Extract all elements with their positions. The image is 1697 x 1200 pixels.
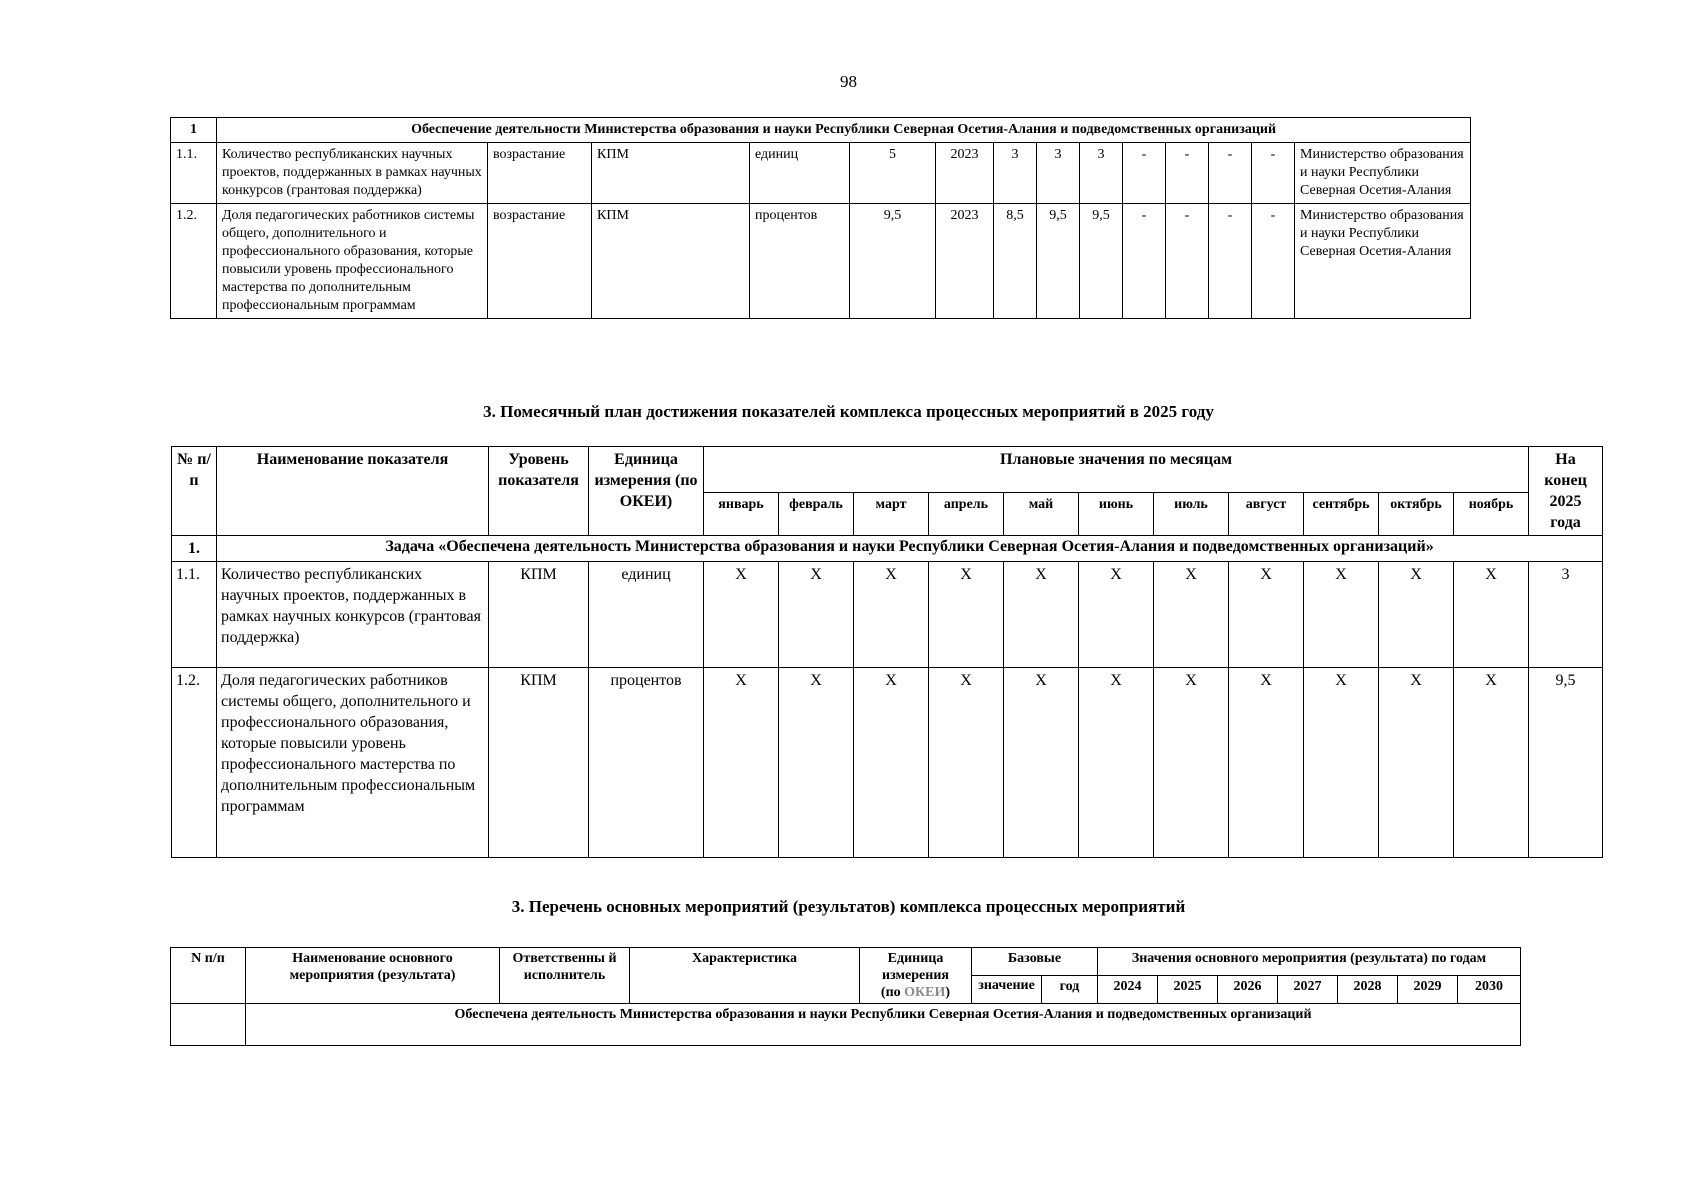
section-title-monthly-plan: 3. Помесячный план достижения показателей комплекса процессных мероприятий в 2025 году [483,402,1214,421]
measures-table [170,947,1521,1046]
year-header: 2030 [1458,976,1521,1004]
responsible: Министерство образования и науки Республики Северная Осетия-Алания [1295,204,1471,319]
month-value: X [1379,562,1454,668]
row-number: 1.2. [172,668,217,858]
value-cell: - [1209,204,1252,319]
header-unit [860,948,972,1004]
row-number: 1.1. [171,143,217,204]
header-unit-prefix: (по [880,985,905,1000]
month-value: X [1004,668,1079,858]
month-value: X [1229,562,1304,668]
indicator-level: КПМ [592,143,750,204]
task-title: Задача «Обеспечена деятельность Министерства образования и науки Республики Северная Осетия-Алания и подведомственных организаций» [217,536,1603,562]
month-value: X [854,562,929,668]
month-value: X [1229,668,1304,858]
table-row [171,143,1471,204]
month-value: X [779,668,854,858]
row-number: 1.1. [172,562,217,668]
month-value: X [1079,668,1154,858]
month-value: X [1304,668,1379,858]
month-value: X [1004,562,1079,668]
indicator-trend: возрастание [488,204,592,319]
table-row [171,204,1471,319]
row-number [171,1004,246,1046]
base-value: 9,5 [850,204,936,319]
month-value: X [854,668,929,858]
value-cell: - [1166,143,1209,204]
table-header-row [171,118,1471,143]
monthly-plan-table [171,446,1603,858]
indicator-trend: возрастание [488,143,592,204]
indicator-name: Количество республиканских научных проектов, поддержанных в рамках научных конкурсов (грантовая поддержка) [217,562,489,668]
value-cell: 8,5 [994,204,1037,319]
header-unit-label: Единица измерения [882,951,949,983]
month-value: X [929,562,1004,668]
header-characteristic: Характеристика [630,948,860,1004]
table-row [172,668,1603,858]
value-cell: 3 [1080,143,1123,204]
header-plan: Плановые значения по месяцам [704,447,1529,493]
month-header: апрель [929,493,1004,536]
measure-title: Обеспечена деятельность Министерства образования и науки Республики Северная Осетия-Алания и подведомственных организаций [246,1004,1521,1046]
header-values: Значения основного мероприятия (результата) по годам [1098,948,1521,976]
section-number: 1 [171,118,217,143]
value-cell: 9,5 [1080,204,1123,319]
base-year: 2023 [936,143,994,204]
month-value: X [704,668,779,858]
end-value: 9,5 [1529,668,1603,858]
month-header: январь [704,493,779,536]
value-cell: - [1123,143,1166,204]
month-value: X [1154,562,1229,668]
value-cell: 3 [1037,143,1080,204]
indicator-level: КПМ [489,668,589,858]
month-header: октябрь [1379,493,1454,536]
header-base: Базовые [972,948,1098,976]
header-unit: Единица измерения (по ОКЕИ) [589,447,704,536]
month-value: X [704,562,779,668]
header-base-year: год [1042,976,1098,1004]
month-value: X [1079,562,1154,668]
table-header-row [171,948,1521,976]
table-header-row [172,447,1603,493]
indicators-table [170,117,1471,319]
month-value: X [1379,668,1454,858]
row-number: 1.2. [171,204,217,319]
month-header: июнь [1079,493,1154,536]
month-header: май [1004,493,1079,536]
month-header: июль [1154,493,1229,536]
month-header: февраль [779,493,854,536]
base-year: 2023 [936,204,994,319]
table-row [172,562,1603,668]
year-header: 2029 [1398,976,1458,1004]
value-cell: 3 [994,143,1037,204]
indicator-unit: единиц [589,562,704,668]
base-value: 5 [850,143,936,204]
indicator-unit: единиц [750,143,850,204]
header-level: Уровень показателя [489,447,589,536]
header-unit-suffix: ) [945,985,951,1000]
indicator-name: Доля педагогических работников системы общего, дополнительного и профессионального образования, которые повысили уровень профессионального мастерства по дополнительным профессиональным программам [217,668,489,858]
month-value: X [779,562,854,668]
header-unit-okei: ОКЕИ [904,985,946,1000]
header-responsible: Ответственны й исполнитель [500,948,630,1004]
value-cell: - [1252,204,1295,319]
value-cell: - [1123,204,1166,319]
indicator-unit: процентов [750,204,850,319]
year-header: 2026 [1218,976,1278,1004]
value-cell: 9,5 [1037,204,1080,319]
page-number: 98 [840,72,857,91]
indicator-level: КПМ [489,562,589,668]
month-value: X [1454,562,1529,668]
indicator-name: Доля педагогических работников системы общего, дополнительного и профессионального образования, которые повысили уровень профессионального мастерства по дополнительным профессиональным программам [217,204,488,319]
month-header: март [854,493,929,536]
header-num: N п/п [171,948,246,1004]
year-header: 2028 [1338,976,1398,1004]
value-cell: - [1252,143,1295,204]
indicator-name: Количество республиканских научных проектов, поддержанных в рамках научных конкурсов (грантовая поддержка) [217,143,488,204]
month-value: X [1454,668,1529,858]
year-header: 2025 [1158,976,1218,1004]
header-name: Наименование основного мероприятия (результата) [246,948,500,1004]
year-header: 2027 [1278,976,1338,1004]
value-cell: - [1209,143,1252,204]
end-value: 3 [1529,562,1603,668]
month-header: август [1229,493,1304,536]
header-num: № п/п [172,447,217,536]
task-row [172,536,1603,562]
section-title-measures: 3. Перечень основных мероприятий (результатов) комплекса процессных мероприятий [511,897,1186,916]
month-header: ноябрь [1454,493,1529,536]
section-title: Обеспечение деятельности Министерства образования и науки Республики Северная Осетия-Алания и подведомственных организаций [217,118,1471,143]
responsible: Министерство образования и науки Республики Северная Осетия-Алания [1295,143,1471,204]
month-value: X [1154,668,1229,858]
month-value: X [1304,562,1379,668]
indicator-unit: процентов [589,668,704,858]
value-cell: - [1166,204,1209,319]
indicator-level: КПМ [592,204,750,319]
task-number: 1. [172,536,217,562]
header-base-value: значение [972,976,1042,1004]
year-header: 2024 [1098,976,1158,1004]
month-header: сентябрь [1304,493,1379,536]
month-value: X [929,668,1004,858]
table-row [171,1004,1521,1046]
header-name: Наименование показателя [217,447,489,536]
header-end: На конец 2025 года [1529,447,1603,536]
